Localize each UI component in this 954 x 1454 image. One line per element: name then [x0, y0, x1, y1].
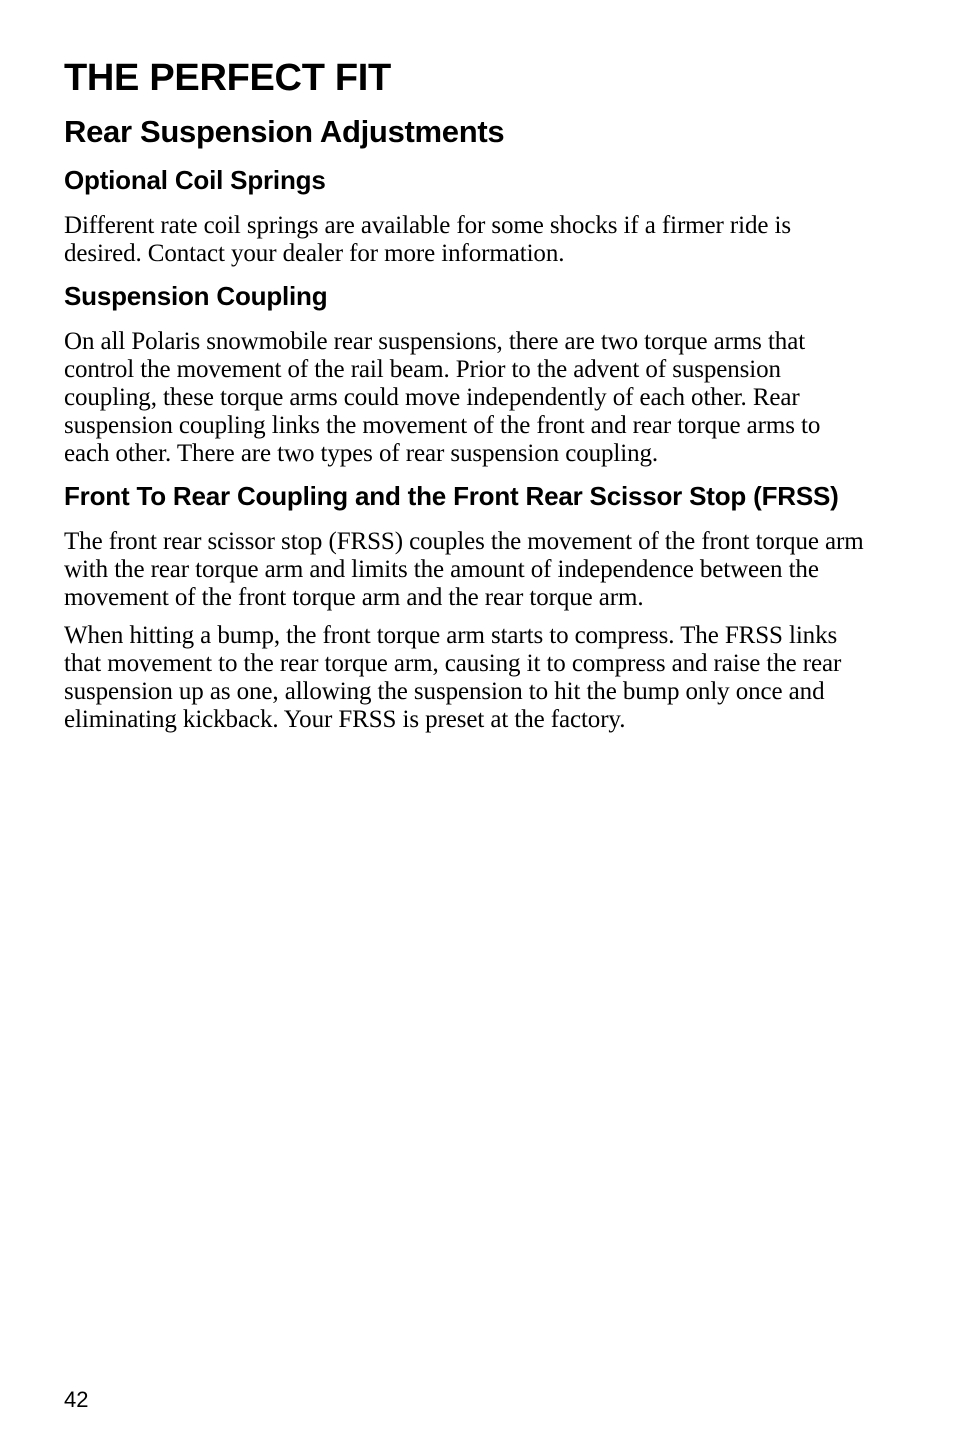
paragraph-suspension-coupling: On all Polaris snowmobile rear suspensions, there are two torque arms that control the movement of the rail beam. Prior to the advent of suspension coupling, these torque arms could move independently of each other. Rear suspension coupling links the movement of the front and rear torque arms to each other. There are two types of rear suspension coupling.: [64, 328, 821, 467]
paragraph-frss-1: The front rear scissor stop (FRSS) couples the movement of the front torque arm with the rear torque arm and limits the amount of independence between the movement of the front torque arm and the rear torque arm.: [64, 528, 864, 611]
paragraph-coil-springs: Different rate coil springs are available for some shocks if a firmer ride is desired. Contact your dealer for more information.: [64, 212, 791, 267]
subsection-heading-frss: Front To Rear Coupling and the Front Rear Scissor Stop (FRSS): [64, 481, 839, 511]
chapter-title: THE PERFECT FIT: [64, 57, 391, 99]
subsection-heading-optional-coil-springs: Optional Coil Springs: [64, 165, 326, 195]
section-title: Rear Suspension Adjustments: [64, 114, 505, 149]
page-number: 42: [64, 1387, 89, 1412]
subsection-heading-suspension-coupling: Suspension Coupling: [64, 281, 328, 311]
page-content: [64, 56, 864, 734]
paragraph-frss-2: When hitting a bump, the front torque arm starts to compress. The FRSS links that movement to the rear torque arm, causing it to compress and raise the rear suspension up as one, allowing the suspension to hit the bump only once and eliminating kickback. Your FRSS is preset at the factory.: [64, 622, 842, 733]
